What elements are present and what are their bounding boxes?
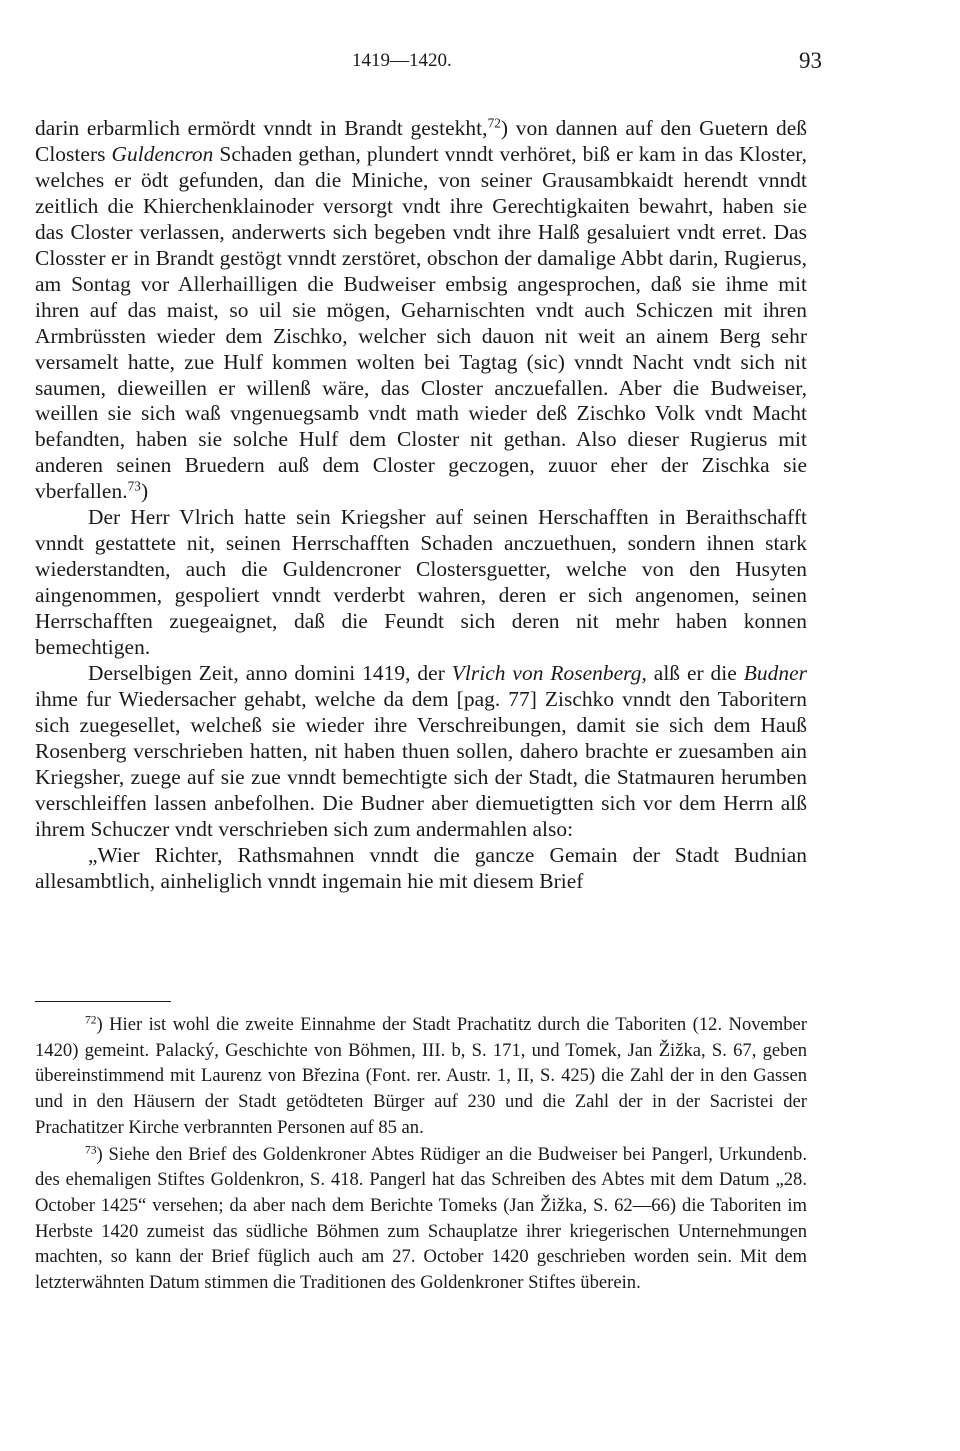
footnote-marker-73: 73 bbox=[85, 1144, 97, 1157]
footnote-72 bbox=[35, 1012, 807, 1141]
paragraph-4-quote: „Wier Richter, Rathsmahnen vnndt die gancze Gemain der Stadt Budnian allesambtlich, ainheliglich vnndt ingemain hie mit diesem Brief bbox=[35, 842, 807, 893]
paragraph-3 bbox=[35, 661, 807, 843]
italic-name-rosenberg: Vlrich von Rosenberg, bbox=[451, 661, 647, 686]
footnote-ref-73: 73 bbox=[127, 479, 141, 495]
footnote-divider bbox=[35, 1001, 171, 1002]
footnote-ref-72: 72 bbox=[487, 115, 501, 131]
text-segment: ihme fur Wiedersacher gehabt, welche da dem [pag. 77] Zischko vnndt den Taboritern sich zuegesellet, welcheß sie wieder ihre Verschreibungen, damit sie sich dem Hauß Rosenberg verschrieben hatten, nit haben thuen sollen, dahero brachte er zuesamben ain Kriegsher, zuege auf sie zue vnndt bemechtigte sich der Stadt, die Statmauren herumben verschleiffen lassen anbefolhen. Die Budner aber diemuetigtten sich vor dem Herrn alß ihrem Schuczer vndt verschrieben sich zum andermahlen also: bbox=[35, 686, 807, 841]
text-segment: darin erbarmlich ermördt vnndt in Brandt gestekht, bbox=[35, 116, 488, 140]
footnotes bbox=[35, 1012, 807, 1296]
paragraph-2: Der Herr Vlrich hatte sein Kriegsher auf seinen Herschafften in Beraithschafft vnndt gestattete nit, seinen Herrschafften Schaden anczuethuen, sondern ihnen stark wiederstandten, auch die Guldencroner Clostersguetter, welche von den Husyten aingenommen, gespoliert vnndt verderbt wahren, deren er sich angenomen, seinen Herrschafften zuegeaignet, daß die Feundt sich deren nit mehr haben konnen bemechtigen. bbox=[35, 505, 807, 660]
text-segment: ) bbox=[140, 479, 149, 504]
footnote-73 bbox=[35, 1142, 807, 1296]
text-segment: Schaden gethan, plundert vnndt verhöret, biß er kam in das Kloster, welches er ödt gefunden, dan die Miniche, von seiner Grausambkaidt herendt vnndt zeitlich die Khierchenklainoder versorgt vndt ihre Gerechtigkaiten bewahrt, haben sie das Closter verlassen, anderwerts sich begeben vndt ihre Halß gesaluiert vndt erret. Das Closster er in Brandt gestögt vnndt zerstöret, obschon der damalige Abbt darin, Rugierus, am Sontag vor Allerhailligen die Budweiser embsig angesprochen, daß sie ihme mit ihren auf das maist, so uil sie mögen, Geharnischten vndt auch Schiczen mit ihren Armbrüssten wieder dem Zischko, welcher sich dauon nit weit an ainem Berg sehr versamelt hatte, zue Hulf kommen wolten bei Tagtag (sic) vnndt Nacht vndt sich nit saumen, dieweillen er willenß wäre, das Closter anczuefallen. Aber die Budweiser, weillen sie sich waß vngenuegsamb vndt math wieder deß Zischko Volk vndt Macht befandten, haben sie solche Hulf dem Closter nit gethan. Also dieser Rugierus mit anderen seinen Bruedern auß dem Closter geczogen, zuuor eher der Zischka sie vberfallen. bbox=[35, 141, 807, 504]
text-segment: Derselbigen Zeit, anno domini 1419, der bbox=[88, 661, 452, 686]
footnote-text: ) Siehe den Brief des Goldenkroner Abtes Rüdiger an die Budweiser bei Pangerl, Urkundenb. des ehemaligen Stiftes Goldenkron, S. 418. Pangerl hat das Schreiben des Abtes mit dem Datum „28. October 1425“ versehen; da aber nach dem Berichte Tomeks (Jan Žižka, S. 62—66) die Taboriten im Herbste 1420 zumeist das südliche Böhmen zum Schauplatze ihrer kriegerischen Unternehmungen machten, so kann der Brief füglich auch am 27. October 1420 geschrieben worden sein. Mit dem letzterwähnten Datum stimmen die Traditionen des Goldenkroner Stiftes überein. bbox=[35, 1143, 807, 1294]
page-header bbox=[0, 44, 960, 74]
main-text bbox=[35, 116, 807, 895]
page-number: 93 bbox=[799, 48, 822, 73]
footnote-marker-72: 72 bbox=[85, 1014, 97, 1027]
running-head: 1419—1420. bbox=[352, 50, 452, 71]
text-segment: alß er die bbox=[646, 661, 744, 686]
italic-name-budner: Budner bbox=[743, 661, 807, 686]
footnote-text: ) Hier ist wohl die zweite Einnahme der Stadt Prachatitz durch die Taboriten (12. November 1420) gemeint. Palacký, Geschichte von Böhmen, III. b, S. 171, und Tomek, Jan Žižka, S. 67, geben übereinstimmend mit Laurenz von Březina (Font. rer. Austr. 1, II, S. 425) die Zahl der in den Gassen und in den Häusern der Stadt getödteten Bürger auf 230 und die Zahl der in der Sacristei der Prachatitzer Kirche verbrannten Personen auf 85 an. bbox=[35, 1014, 807, 1138]
paragraph-1 bbox=[35, 116, 807, 505]
italic-name-guldencron: Guldencron bbox=[111, 141, 214, 166]
text-segment: ) von dannen auf den Guetern deß Closters bbox=[35, 116, 808, 166]
